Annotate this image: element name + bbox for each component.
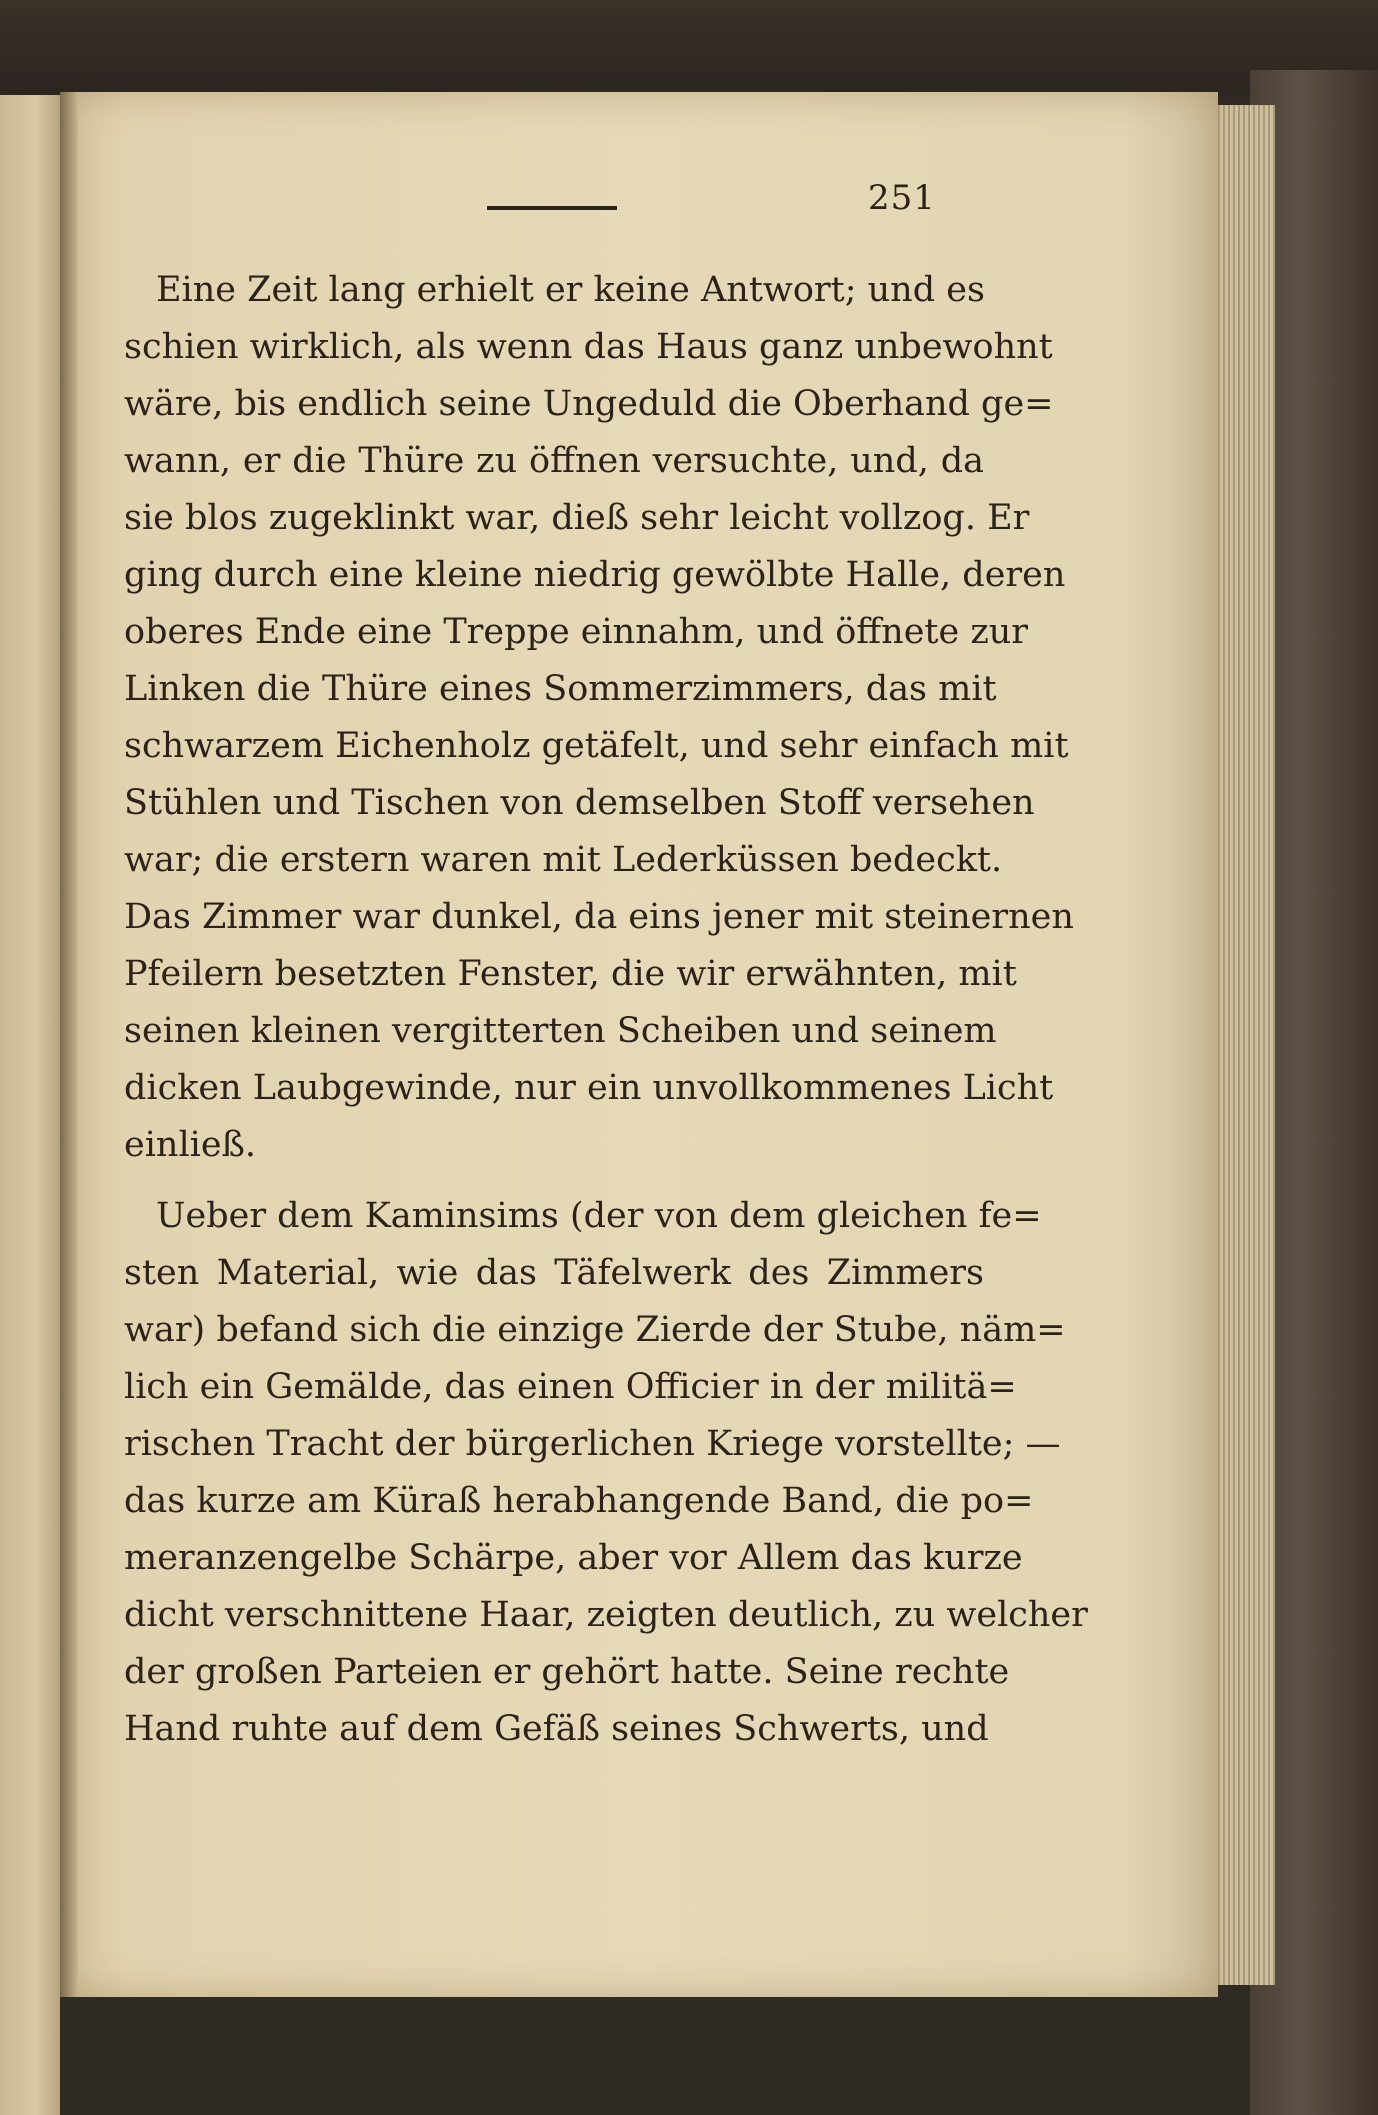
page-number: 251 xyxy=(868,178,936,218)
text-line: der großen Parteien er gehört hatte. Seine rechte xyxy=(124,1652,1010,1692)
text-line: dicht verschnittene Haar, zeigten deutlich, zu welcher xyxy=(124,1595,1088,1635)
facing-page-edge xyxy=(0,95,60,2115)
text-line: dicken Laubgewinde, nur ein unvollkommenes Licht xyxy=(124,1068,1054,1108)
text-line: Ueber dem Kaminsims (der von dem gleichen fe= xyxy=(156,1196,1042,1236)
text-line: war; die erstern waren mit Lederküssen bedeckt. xyxy=(124,840,1003,880)
paragraph-gap xyxy=(124,1174,984,1188)
text-line: sie blos zugeklinkt war, dieß sehr leicht vollzog. Er xyxy=(124,498,1030,538)
text-line: meranzengelbe Schärpe, aber vor Allem das kurze xyxy=(124,1538,1023,1578)
text-line: schien wirklich, als wenn das Haus ganz unbewohnt xyxy=(124,327,1053,367)
paragraph-2 xyxy=(124,1188,1088,1758)
text-line: lich ein Gemälde, das einen Officier in der militä= xyxy=(124,1367,1017,1407)
text-line: Linken die Thüre eines Sommerzimmers, das mit xyxy=(124,669,997,709)
text-line: einließ. xyxy=(124,1125,257,1165)
text-line: Eine Zeit lang erhielt er keine Antwort; und es xyxy=(156,270,985,310)
paragraph-1 xyxy=(124,262,1074,1174)
text-line: schwarzem Eichenholz getäfelt, und sehr einfach mit xyxy=(124,726,1069,766)
page-body-text xyxy=(124,262,1088,1758)
text-line: seinen kleinen vergitterten Scheiben und seinem xyxy=(124,1011,997,1051)
text-line: Hand ruhte auf dem Gefäß seines Schwerts, und xyxy=(124,1709,989,1749)
text-line: sten Material, wie das Täfelwerk des Zimmers xyxy=(124,1253,984,1293)
text-line: wäre, bis endlich seine Ungeduld die Oberhand ge= xyxy=(124,384,1054,424)
text-line: Stühlen und Tischen von demselben Stoff versehen xyxy=(124,783,1035,823)
text-line: rischen Tracht der bürgerlichen Kriege vorstellte; — xyxy=(124,1424,1061,1464)
text-line: ging durch eine kleine niedrig gewölbte Halle, deren xyxy=(124,555,1066,595)
book-cover-top-edge xyxy=(0,0,1378,95)
text-line: Das Zimmer war dunkel, da eins jener mit steinernen xyxy=(124,897,1074,937)
text-line: Pfeilern besetzten Fenster, die wir erwähnten, mit xyxy=(124,954,1017,994)
text-line: oberes Ende eine Treppe einnahm, und öffnete zur xyxy=(124,612,1029,652)
header-rule xyxy=(487,206,617,210)
text-line: das kurze am Küraß herabhangende Band, die po= xyxy=(124,1481,1034,1521)
text-line: wann, er die Thüre zu öffnen versuchte, und, da xyxy=(124,441,984,481)
page-gutter-shadow xyxy=(60,92,78,1997)
text-line: war) befand sich die einzige Zierde der Stube, näm= xyxy=(124,1310,1066,1350)
